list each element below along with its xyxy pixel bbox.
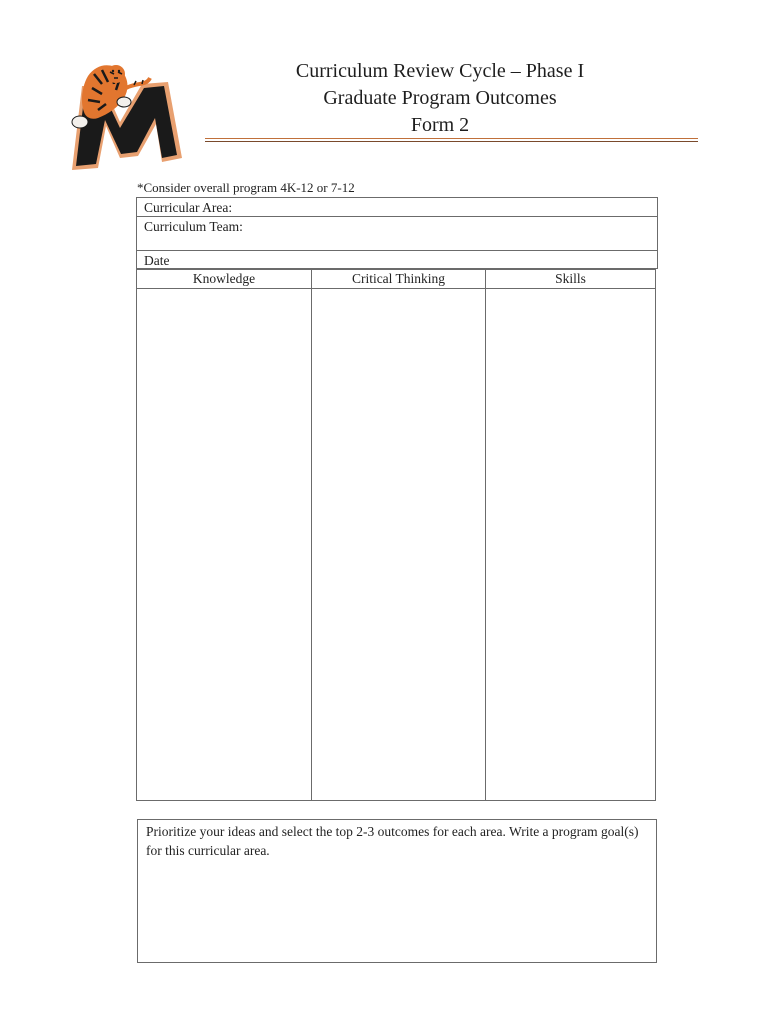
critical-thinking-column xyxy=(312,270,486,800)
critical-thinking-header: Critical Thinking xyxy=(312,270,485,289)
knowledge-entry-area[interactable] xyxy=(137,289,311,800)
curriculum-team-field[interactable] xyxy=(137,217,657,251)
title-line-3: Form 2 xyxy=(410,114,470,136)
date-label: Date xyxy=(144,253,170,268)
knowledge-header: Knowledge xyxy=(137,270,311,289)
tiger-m-logo-icon xyxy=(58,58,190,176)
outcomes-grid xyxy=(136,269,656,801)
critical-thinking-entry-area[interactable] xyxy=(312,289,485,800)
page-title xyxy=(205,58,675,139)
info-table xyxy=(136,197,658,269)
date-field[interactable] xyxy=(137,251,657,268)
curricular-area-field[interactable] xyxy=(137,198,657,217)
program-goal-box[interactable] xyxy=(137,819,657,963)
title-divider xyxy=(205,138,698,142)
skills-header: Skills xyxy=(486,270,655,289)
prioritize-instructions: Prioritize your ideas and select the top 2-3 outcomes for each area. Write a program goal(s) for this curricular area. xyxy=(146,824,639,858)
title-line-2: Graduate Program Outcomes xyxy=(323,87,557,109)
title-line-1: Curriculum Review Cycle – Phase I xyxy=(295,60,585,82)
program-note: *Consider overall program 4K-12 or 7-12 xyxy=(137,180,355,195)
curriculum-team-label: Curriculum Team: xyxy=(144,219,243,234)
knowledge-column xyxy=(137,270,312,800)
skills-entry-area[interactable] xyxy=(486,289,655,800)
skills-column xyxy=(486,270,655,800)
curricular-area-label: Curricular Area: xyxy=(144,200,233,215)
